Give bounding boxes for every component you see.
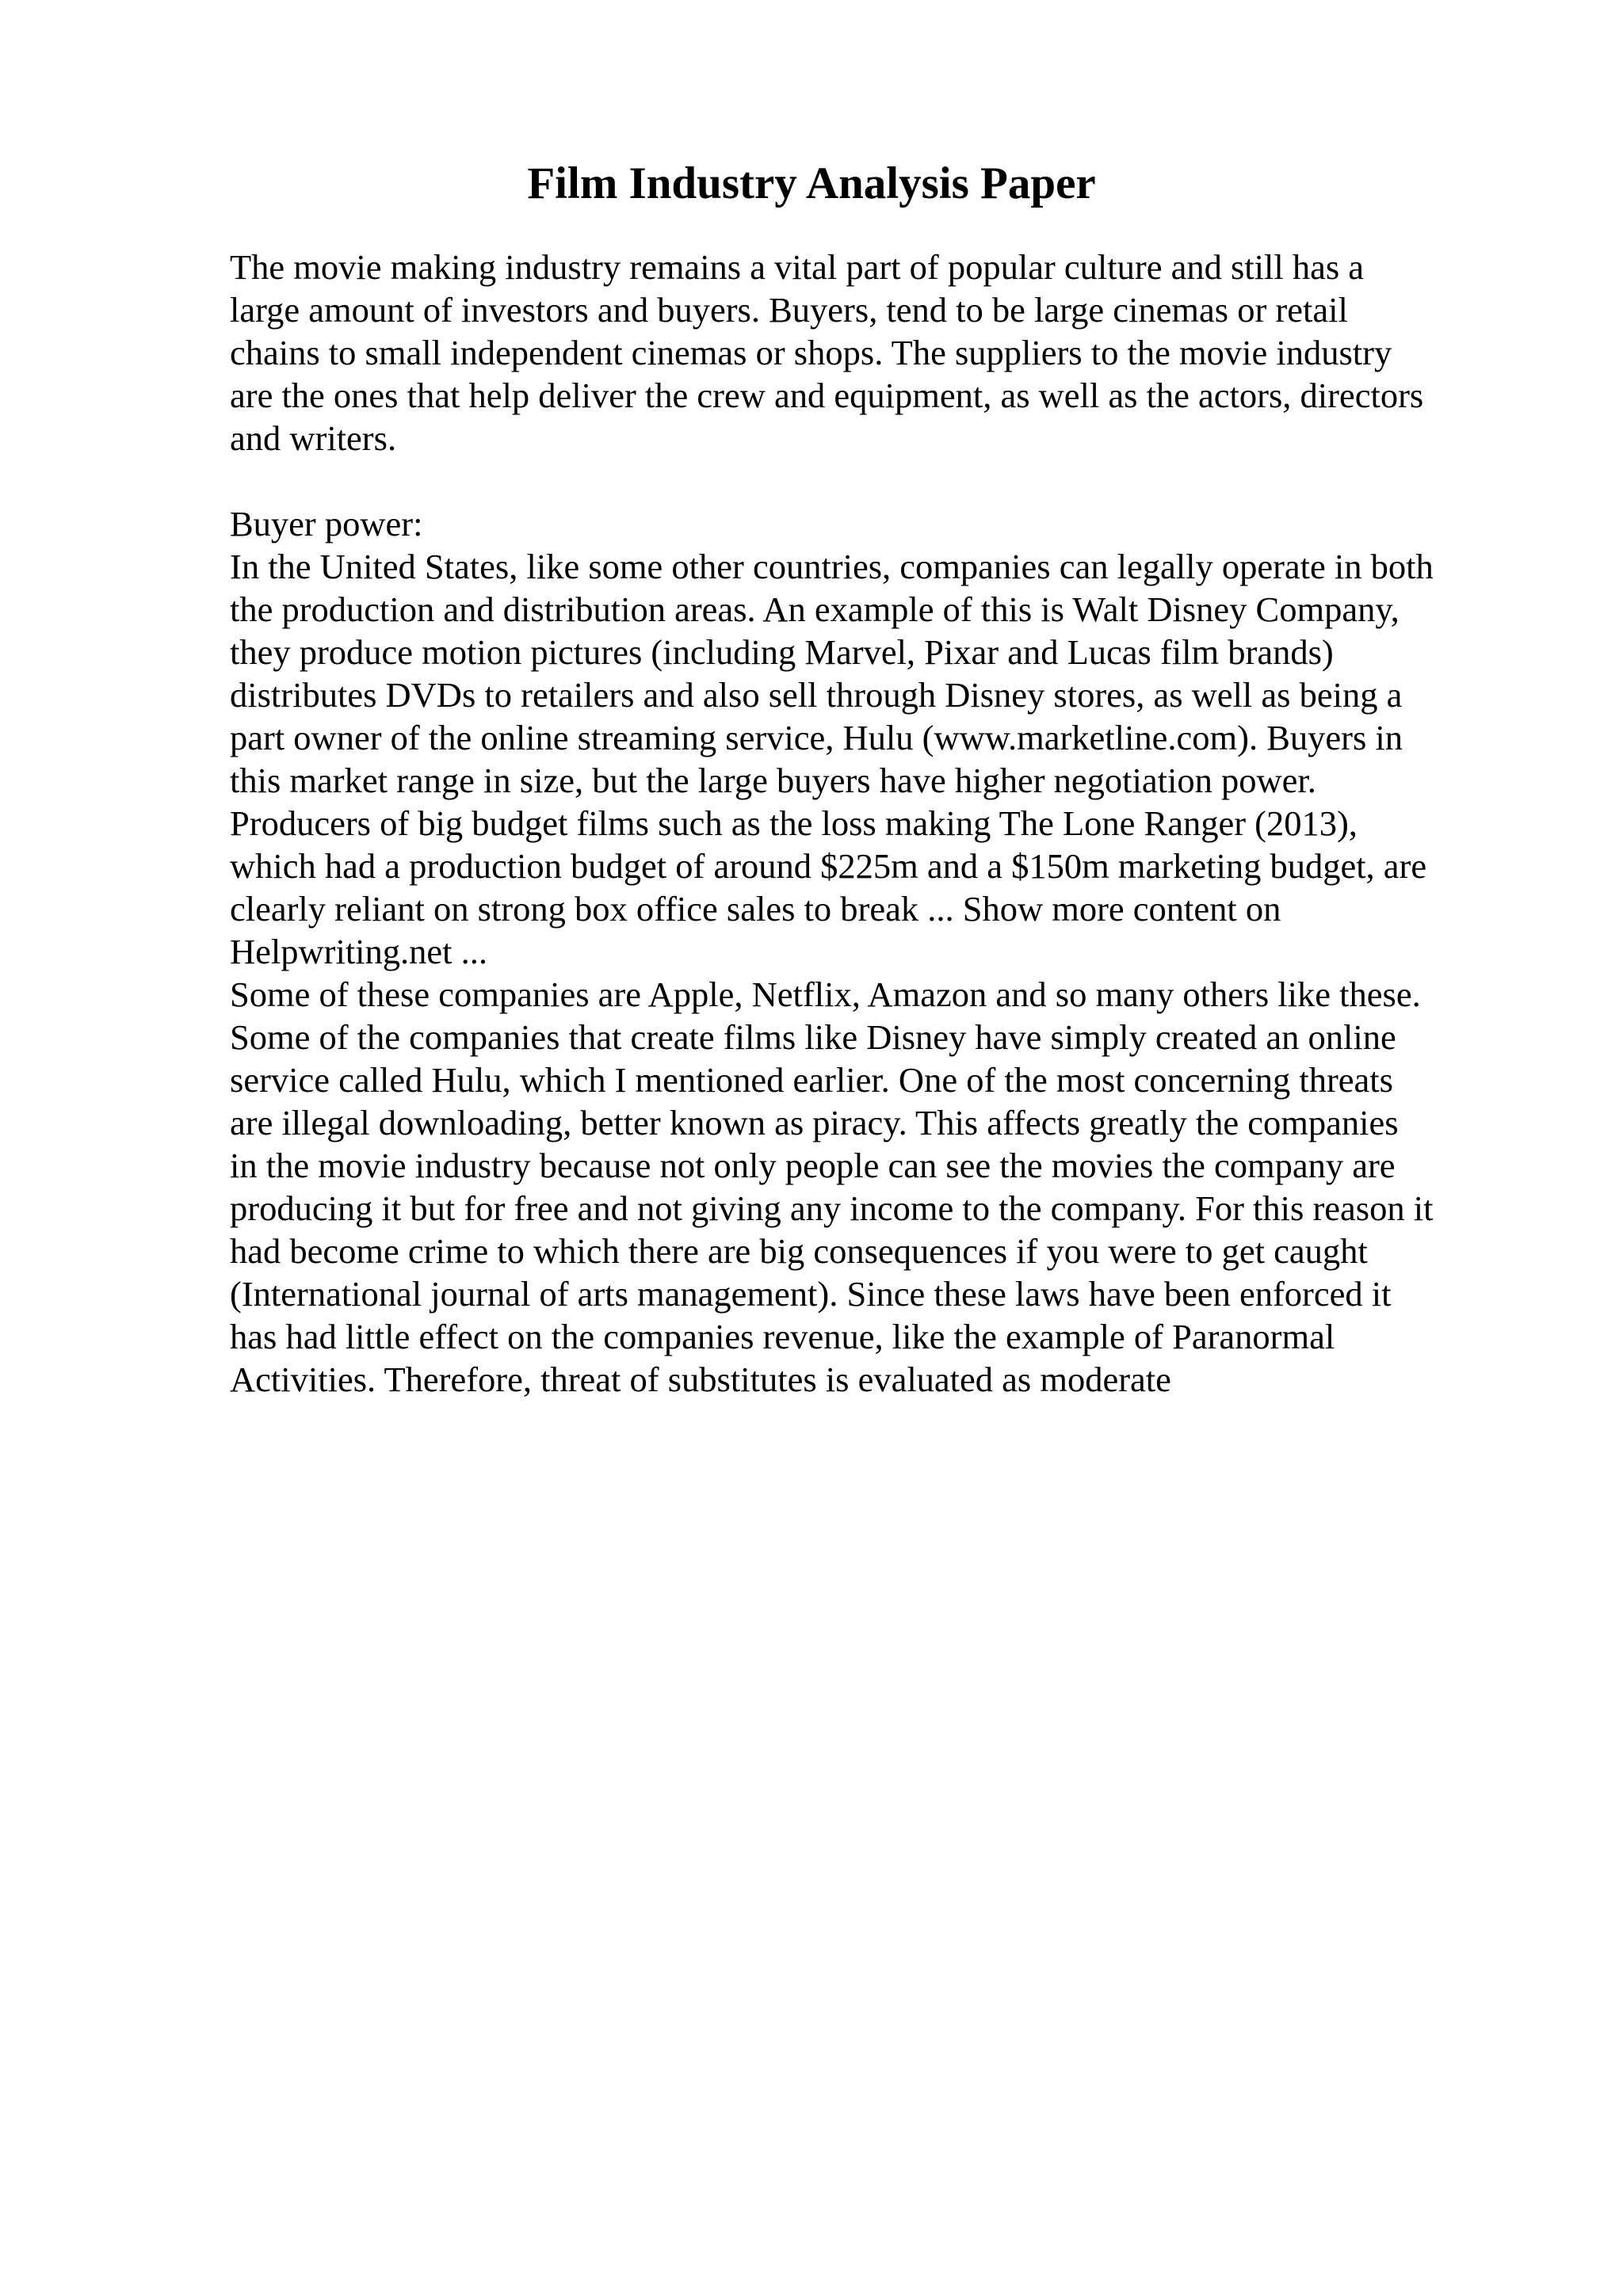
text-line: in the movie industry because not only people can see the movies the company are (230, 1146, 1396, 1185)
text-line: Activities. Therefore, threat of substitutes is evaluated as moderate (230, 1360, 1171, 1399)
text-line: are the ones that help deliver the crew and equipment, as well as the actors, directors (230, 376, 1424, 415)
text-line: clearly reliant on strong box office sales to break ... Show more content on (230, 889, 1281, 929)
text-line: Helpwriting.net ... (230, 932, 488, 971)
text-line: which had a production budget of around $225m and a $150m marketing budget, are (230, 846, 1427, 886)
text-line: part owner of the online streaming service, Hulu (www.marketline.com). Buyers in (230, 718, 1403, 757)
text-line: are illegal downloading, better known as piracy. This affects greatly the companies (230, 1103, 1399, 1142)
document-body (230, 246, 1514, 1401)
text-line: has had little effect on the companies revenue, like the example of Paranormal (230, 1317, 1335, 1356)
paragraph-substitutes (230, 973, 1514, 1401)
text-line: had become crime to which there are big consequences if you were to get caught (230, 1231, 1368, 1271)
text-line: producing it but for free and not giving any income to the company. For this reason it (230, 1188, 1434, 1228)
text-line: The movie making industry remains a vital part of popular culture and still has a (230, 247, 1365, 287)
text-line: (International journal of arts management). Since these laws have been enforced it (230, 1274, 1392, 1314)
text-line: chains to small independent cinemas or shops. The suppliers to the movie industry (230, 333, 1392, 372)
paragraph-intro (230, 246, 1514, 460)
text-line: they produce motion pictures (including Marvel, Pixar and Lucas film brands) (230, 632, 1334, 672)
section-heading: Buyer power: (230, 504, 423, 543)
text-line: distributes DVDs to retailers and also sell through Disney stores, as well as being a (230, 675, 1403, 715)
text-line: Producers of big budget films such as the loss making The Lone Ranger (2013), (230, 803, 1358, 843)
text-line: this market range in size, but the large buyers have higher negotiation power. (230, 761, 1316, 800)
text-line: and writers. (230, 418, 397, 458)
text-line: Some of the companies that create films like Disney have simply created an online (230, 1017, 1396, 1057)
text-line: In the United States, like some other countries, companies can legally operate in both (230, 547, 1434, 586)
paragraph-buyer-power (230, 545, 1514, 973)
text-line: the production and distribution areas. An example of this is Walt Disney Company, (230, 589, 1400, 629)
text-line: service called Hulu, which I mentioned earlier. One of the most concerning threats (230, 1060, 1393, 1100)
document-title: Film Industry Analysis Paper (527, 158, 1096, 208)
text-line: large amount of investors and buyers. Buyers, tend to be large cinemas or retail (230, 290, 1348, 330)
paragraph-spacer (230, 460, 1514, 502)
text-line: Some of these companies are Apple, Netflix, Amazon and so many others like these. (230, 974, 1421, 1014)
